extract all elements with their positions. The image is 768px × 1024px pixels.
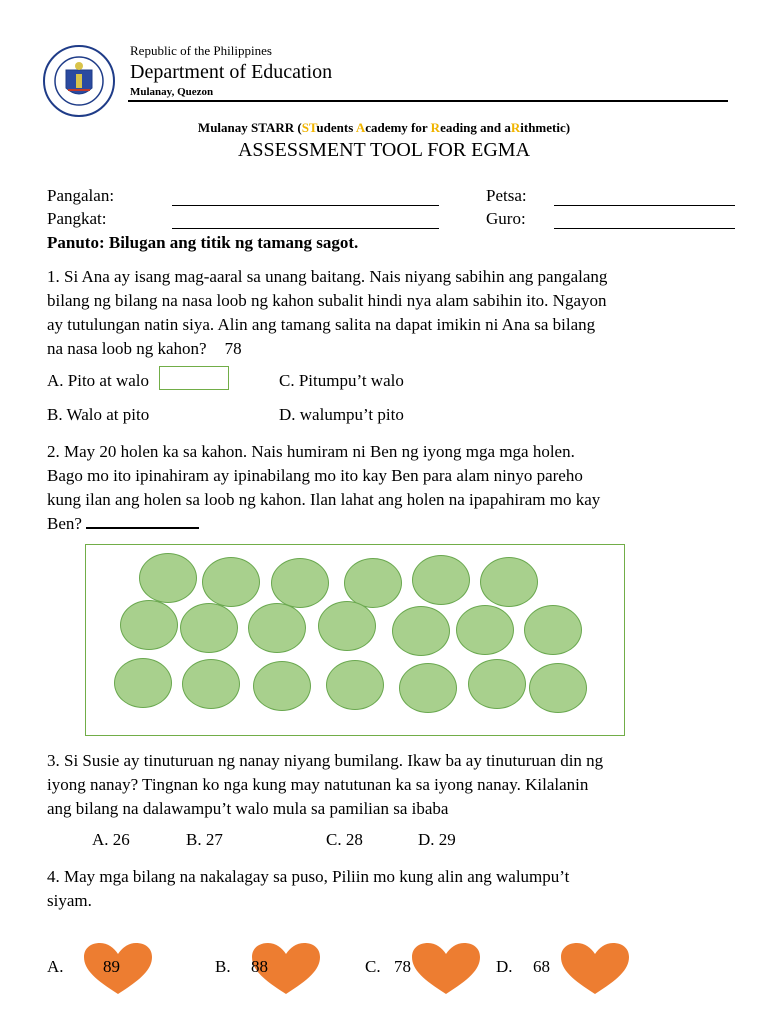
q4-option-b-letter[interactable]: B. [215, 957, 231, 976]
q4-option-d-letter[interactable]: D. [496, 957, 513, 976]
pangkat-label: Pangkat: [47, 209, 107, 228]
marble [326, 660, 384, 710]
marble [120, 600, 178, 650]
marbles-box [85, 544, 625, 736]
deped-seal-logo [42, 44, 116, 118]
marble [399, 663, 457, 713]
q4-number-b: 88 [251, 957, 268, 976]
marble [318, 601, 376, 651]
q3-option-a[interactable]: A. 26 [92, 830, 130, 849]
page-title: ASSESSMENT TOOL FOR EGMA [237, 139, 531, 161]
guro-field[interactable] [554, 228, 735, 229]
department-name: Department of Education [130, 61, 333, 83]
marble [456, 605, 514, 655]
heart-icon[interactable] [410, 942, 482, 996]
marble [139, 553, 197, 603]
marble [392, 606, 450, 656]
marble [529, 663, 587, 713]
petsa-field[interactable] [554, 205, 735, 206]
q1-option-b[interactable]: B. Walo at pito [47, 405, 150, 424]
q3-option-d[interactable]: D. 29 [418, 830, 456, 849]
question-3: 3. Si Susie ay tinuturuan ng nanay niyang bumilang. Ikaw ba ay tinuturuan din ng iyong nanay? Tingnan ko nga kung may natutunan ka sa iyong nanay. Kilalanin ang bilang na dalawampu’t walo mula sa pamilian sa ibaba [47, 751, 604, 818]
marble [248, 603, 306, 653]
question-4: 4. May mga bilang na nakalagay sa puso, Piliin mo kung alin ang walumpu’t siyam. [47, 867, 570, 910]
q4-option-a-letter[interactable]: A. [47, 957, 64, 976]
petsa-label: Petsa: [486, 186, 527, 205]
q1-option-c[interactable]: C. Pitumpu’t walo [279, 371, 404, 390]
marble [180, 603, 238, 653]
marble [202, 557, 260, 607]
q4-number-c: 78 [394, 957, 411, 976]
instructions: Panuto: Bilugan ang titik ng tamang sagot. [47, 233, 359, 252]
marble [412, 555, 470, 605]
question-1: 1. Si Ana ay isang mag-aaral sa unang baitang. Nais niyang sabihin ang pangalang bilang ng bilang na nasa loob ng kahon subalit hindi nya alam sabihin ito. Ngayon ay tutulungan natin siya. Alin ang tamang salita na dapat imikin ni Ana sa bilang na nasa loob ng kahon? 78 [47, 267, 608, 358]
marble [480, 557, 538, 607]
republic-label: Republic of the Philippines [130, 43, 272, 58]
pangalan-label: Pangalan: [47, 186, 115, 205]
q1-option-a[interactable]: A. Pito at walo [47, 371, 149, 390]
division-place: Mulanay, Quezon [130, 86, 214, 98]
header-rule [128, 100, 728, 102]
pangkat-field[interactable] [172, 228, 439, 229]
answer-box [159, 366, 229, 390]
q1-number: 78 [224, 339, 242, 358]
q2-answer-blank[interactable] [86, 513, 199, 529]
pangalan-field[interactable] [172, 205, 439, 206]
guro-label: Guro: [486, 209, 526, 228]
marble [271, 558, 329, 608]
q4-number-a: 89 [103, 957, 120, 976]
q4-number-d: 68 [533, 957, 550, 976]
marble [114, 658, 172, 708]
program-name: Mulanay STARR (STudents Academy for Reading and aRithmetic) [197, 120, 571, 135]
marble [468, 659, 526, 709]
marble [524, 605, 582, 655]
marble [253, 661, 311, 711]
heart-icon[interactable] [559, 942, 631, 996]
q3-option-c[interactable]: C. 28 [326, 830, 363, 849]
question-2: 2. May 20 holen ka sa kahon. Nais humiram ni Ben ng iyong mga mga holen. Bago mo ito ipinahiram ay ipinabilang mo ito kay Ben para alam ninyo pareho kung ilan ang holen sa loob ng kahon. Ilan lahat ang holen na ipapahiram mo kay Ben? [47, 442, 601, 533]
q4-option-c-letter[interactable]: C. [365, 957, 381, 976]
q3-option-b[interactable]: B. 27 [186, 830, 223, 849]
q1-option-d[interactable]: D. walumpu’t pito [279, 405, 404, 424]
marble [182, 659, 240, 709]
